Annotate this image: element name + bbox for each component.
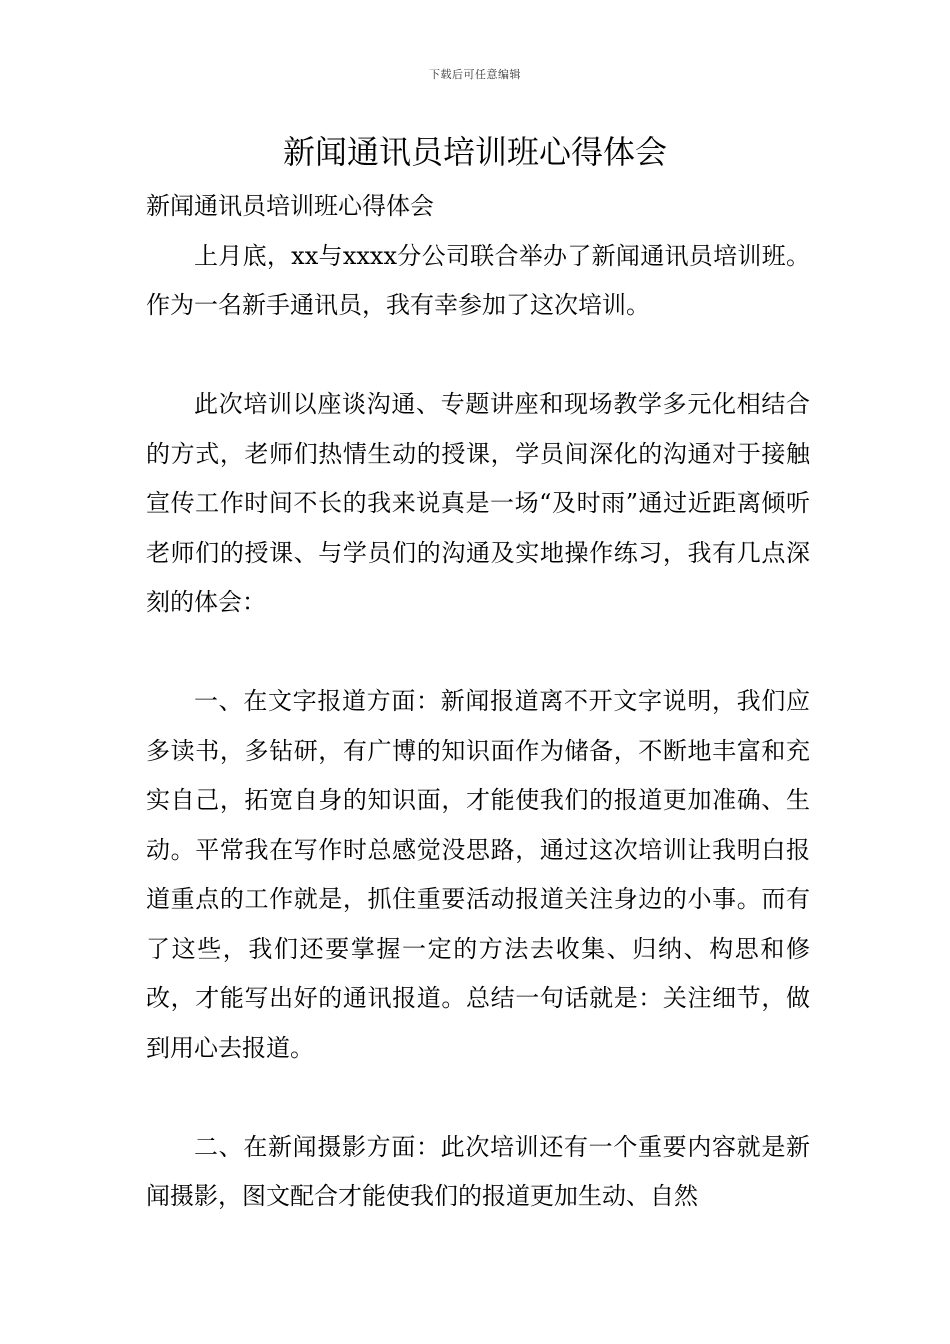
document-title: 新闻通讯员培训班心得体会 <box>282 133 667 171</box>
document-subtitle: 新闻通讯员培训班心得体会 <box>146 192 434 220</box>
paragraph-intro: 上月底，xx与xxxx分公司联合举办了新闻通讯员培训班。作为一名新手通讯员，我有幸参加了这次培训。 <box>146 241 810 319</box>
paragraph-text-reporting: 一、在文字报道方面：新闻报道离不开文字说明，我们应多读书，多钻研，有广博的知识面作为储备，不断地丰富和充实自己，拓宽自身的知识面，才能使我们的报道更加准确、生动。平常我在写作时总感觉没思路，通过这次培训让我明白报道重点的工作就是，抓住重要活动报道关注身边的小事。而有了这些，我们还要掌握一定的方法去收集、归纳、构思和修改，才能写出好的通讯报道。总结一句话就是：关注细节，做到用心去报道。 <box>146 687 810 1062</box>
paragraph-spacer <box>146 628 810 678</box>
paragraph-photography: 二、在新闻摄影方面：此次培训还有一个重要内容就是新闻摄影，图文配合才能使我们的报道更加生动、自然 <box>146 1132 810 1210</box>
paragraph-spacer <box>146 331 810 381</box>
document-body <box>146 182 810 1222</box>
header-note: 下载后可任意编辑 <box>429 68 521 81</box>
paragraph-spacer <box>146 1073 810 1123</box>
paragraph-training-method: 此次培训以座谈沟通、专题讲座和现场教学多元化相结合的方式，老师们热情生动的授课，学员间深化的沟通对于接触宣传工作时间不长的我来说真是一场“及时雨”通过近距离倾听老师们的授课、与学员们的沟通及实地操作练习，我有几点深刻的体会： <box>146 390 810 616</box>
